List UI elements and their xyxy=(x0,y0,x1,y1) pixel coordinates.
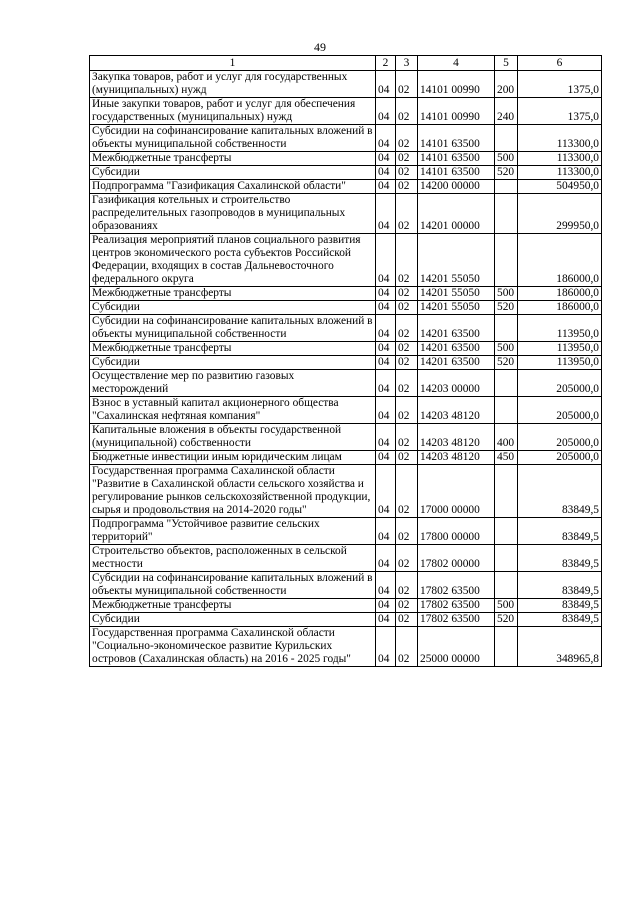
row-name: Бюджетные инвестиции иным юридическим лицам xyxy=(90,451,376,465)
row-name: Межбюджетные трансферты xyxy=(90,599,376,613)
row-name: Субсидии xyxy=(90,301,376,315)
table-row xyxy=(90,180,602,194)
target-article-code: 14200 00000 xyxy=(418,180,495,194)
table-row xyxy=(90,627,602,667)
section-code: 04 xyxy=(376,397,396,424)
expense-type-code xyxy=(495,518,518,545)
target-article-code: 14203 48120 xyxy=(418,451,495,465)
table-row xyxy=(90,613,602,627)
section-code: 04 xyxy=(376,572,396,599)
subsection-code: 02 xyxy=(396,125,418,152)
row-name: Капитальные вложения в объекты государственной (муниципальной) собственности xyxy=(90,424,376,451)
section-code: 04 xyxy=(376,613,396,627)
subsection-code: 02 xyxy=(396,234,418,287)
subsection-code: 02 xyxy=(396,152,418,166)
target-article-code: 14101 63500 xyxy=(418,152,495,166)
expense-type-code: 200 xyxy=(495,71,518,98)
row-name: Межбюджетные трансферты xyxy=(90,342,376,356)
subsection-code: 02 xyxy=(396,166,418,180)
section-code: 04 xyxy=(376,98,396,125)
expense-type-code xyxy=(495,397,518,424)
row-name: Субсидии на софинансирование капитальных вложений в объекты муниципальной собственности xyxy=(90,315,376,342)
section-code: 04 xyxy=(376,545,396,572)
table-row xyxy=(90,301,602,315)
target-article-code: 14201 00000 xyxy=(418,194,495,234)
section-code: 04 xyxy=(376,301,396,315)
amount: 113300,0 xyxy=(518,125,602,152)
column-header-3: 3 xyxy=(396,56,418,71)
table-row xyxy=(90,71,602,98)
column-header-1: 1 xyxy=(90,56,376,71)
table-row xyxy=(90,545,602,572)
expense-type-code xyxy=(495,125,518,152)
table-row xyxy=(90,342,602,356)
row-name: Субсидии на софинансирование капитальных вложений в объекты муниципальной собственности xyxy=(90,572,376,599)
target-article-code: 14201 55050 xyxy=(418,301,495,315)
table-row xyxy=(90,424,602,451)
amount: 83849,5 xyxy=(518,572,602,599)
subsection-code: 02 xyxy=(396,315,418,342)
row-name: Субсидии xyxy=(90,166,376,180)
table-row xyxy=(90,518,602,545)
subsection-code: 02 xyxy=(396,370,418,397)
subsection-code: 02 xyxy=(396,180,418,194)
table-row xyxy=(90,287,602,301)
section-code: 04 xyxy=(376,180,396,194)
row-name: Межбюджетные трансферты xyxy=(90,287,376,301)
target-article-code: 14101 63500 xyxy=(418,166,495,180)
section-code: 04 xyxy=(376,342,396,356)
column-header-4: 4 xyxy=(418,56,495,71)
row-name: Субсидии на софинансирование капитальных вложений в объекты муниципальной собственности xyxy=(90,125,376,152)
target-article-code: 17802 63500 xyxy=(418,572,495,599)
expense-type-code: 240 xyxy=(495,98,518,125)
budget-table xyxy=(89,55,602,667)
target-article-code: 14201 63500 xyxy=(418,342,495,356)
target-article-code: 17800 00000 xyxy=(418,518,495,545)
expense-type-code: 400 xyxy=(495,424,518,451)
expense-type-code: 500 xyxy=(495,599,518,613)
expense-type-code xyxy=(495,315,518,342)
amount: 1375,0 xyxy=(518,98,602,125)
subsection-code: 02 xyxy=(396,71,418,98)
target-article-code: 17802 63500 xyxy=(418,599,495,613)
expense-type-code xyxy=(495,545,518,572)
amount: 113950,0 xyxy=(518,356,602,370)
target-article-code: 14201 55050 xyxy=(418,234,495,287)
subsection-code: 02 xyxy=(396,301,418,315)
target-article-code: 14101 00990 xyxy=(418,71,495,98)
subsection-code: 02 xyxy=(396,451,418,465)
row-name: Взнос в уставный капитал акционерного общества "Сахалинская нефтяная компания" xyxy=(90,397,376,424)
subsection-code: 02 xyxy=(396,613,418,627)
table-row xyxy=(90,152,602,166)
table-row xyxy=(90,599,602,613)
section-code: 04 xyxy=(376,125,396,152)
target-article-code: 17802 63500 xyxy=(418,613,495,627)
target-article-code: 17802 00000 xyxy=(418,545,495,572)
section-code: 04 xyxy=(376,451,396,465)
target-article-code: 14101 00990 xyxy=(418,98,495,125)
section-code: 04 xyxy=(376,424,396,451)
expense-type-code: 520 xyxy=(495,166,518,180)
section-code: 04 xyxy=(376,234,396,287)
amount: 83849,5 xyxy=(518,599,602,613)
amount: 113950,0 xyxy=(518,342,602,356)
amount: 205000,0 xyxy=(518,370,602,397)
target-article-code: 14203 48120 xyxy=(418,424,495,451)
section-code: 04 xyxy=(376,315,396,342)
expense-type-code xyxy=(495,370,518,397)
table-row xyxy=(90,125,602,152)
subsection-code: 02 xyxy=(396,194,418,234)
amount: 205000,0 xyxy=(518,424,602,451)
section-code: 04 xyxy=(376,71,396,98)
amount: 113950,0 xyxy=(518,315,602,342)
section-code: 04 xyxy=(376,465,396,518)
amount: 299950,0 xyxy=(518,194,602,234)
amount: 83849,5 xyxy=(518,545,602,572)
table-row xyxy=(90,234,602,287)
row-name: Осуществление мер по развитию газовых месторождений xyxy=(90,370,376,397)
expense-type-code xyxy=(495,180,518,194)
table-row xyxy=(90,166,602,180)
section-code: 04 xyxy=(376,166,396,180)
amount: 113300,0 xyxy=(518,166,602,180)
expense-type-code xyxy=(495,234,518,287)
target-article-code: 14201 63500 xyxy=(418,356,495,370)
column-header-6: 6 xyxy=(518,56,602,71)
subsection-code: 02 xyxy=(396,424,418,451)
subsection-code: 02 xyxy=(396,545,418,572)
table-row xyxy=(90,315,602,342)
expense-type-code: 520 xyxy=(495,613,518,627)
amount: 348965,8 xyxy=(518,627,602,667)
row-name: Строительство объектов, расположенных в сельской местности xyxy=(90,545,376,572)
subsection-code: 02 xyxy=(396,599,418,613)
amount: 205000,0 xyxy=(518,397,602,424)
target-article-code: 14201 55050 xyxy=(418,287,495,301)
section-code: 04 xyxy=(376,194,396,234)
subsection-code: 02 xyxy=(396,342,418,356)
column-header-5: 5 xyxy=(495,56,518,71)
amount: 1375,0 xyxy=(518,71,602,98)
row-name: Подпрограмма "Устойчивое развитие сельских территорий" xyxy=(90,518,376,545)
table-row xyxy=(90,465,602,518)
target-article-code: 14101 63500 xyxy=(418,125,495,152)
target-article-code: 14203 48120 xyxy=(418,397,495,424)
page-number: 49 xyxy=(314,40,326,54)
target-article-code: 14203 00000 xyxy=(418,370,495,397)
row-name: Подпрограмма "Газификация Сахалинской области" xyxy=(90,180,376,194)
subsection-code: 02 xyxy=(396,465,418,518)
table-row xyxy=(90,98,602,125)
amount: 83849,5 xyxy=(518,465,602,518)
row-name: Субсидии xyxy=(90,613,376,627)
table-row xyxy=(90,397,602,424)
expense-type-code: 520 xyxy=(495,356,518,370)
expense-type-code: 500 xyxy=(495,287,518,301)
target-article-code: 17000 00000 xyxy=(418,465,495,518)
amount: 186000,0 xyxy=(518,287,602,301)
subsection-code: 02 xyxy=(396,518,418,545)
table-row xyxy=(90,194,602,234)
expense-type-code: 500 xyxy=(495,152,518,166)
table-row xyxy=(90,370,602,397)
subsection-code: 02 xyxy=(396,627,418,667)
amount: 83849,5 xyxy=(518,518,602,545)
column-header-2: 2 xyxy=(376,56,396,71)
section-code: 04 xyxy=(376,627,396,667)
expense-type-code: 520 xyxy=(495,301,518,315)
section-code: 04 xyxy=(376,370,396,397)
amount: 113300,0 xyxy=(518,152,602,166)
row-name: Закупка товаров, работ и услуг для государственных (муниципальных) нужд xyxy=(90,71,376,98)
amount: 186000,0 xyxy=(518,301,602,315)
expense-type-code xyxy=(495,627,518,667)
section-code: 04 xyxy=(376,287,396,301)
row-name: Государственная программа Сахалинской области "Развитие в Сахалинской области сельского хозяйства и регулирование рынков сельскохозяйственной продукции, сырья и продовольствия на 2014-2020 годы" xyxy=(90,465,376,518)
amount: 83849,5 xyxy=(518,613,602,627)
amount: 205000,0 xyxy=(518,451,602,465)
expense-type-code: 500 xyxy=(495,342,518,356)
row-name: Межбюджетные трансферты xyxy=(90,152,376,166)
section-code: 04 xyxy=(376,152,396,166)
target-article-code: 14201 63500 xyxy=(418,315,495,342)
subsection-code: 02 xyxy=(396,287,418,301)
expense-type-code xyxy=(495,572,518,599)
target-article-code: 25000 00000 xyxy=(418,627,495,667)
section-code: 04 xyxy=(376,599,396,613)
row-name: Субсидии xyxy=(90,356,376,370)
amount: 186000,0 xyxy=(518,234,602,287)
amount: 504950,0 xyxy=(518,180,602,194)
table-row xyxy=(90,451,602,465)
subsection-code: 02 xyxy=(396,356,418,370)
row-name: Газификация котельных и строительство распределительных газопроводов в муниципальных образованиях xyxy=(90,194,376,234)
row-name: Иные закупки товаров, работ и услуг для обеспечения государственных (муниципальных) нужд xyxy=(90,98,376,125)
expense-type-code: 450 xyxy=(495,451,518,465)
expense-type-code xyxy=(495,465,518,518)
expense-type-code xyxy=(495,194,518,234)
section-code: 04 xyxy=(376,518,396,545)
subsection-code: 02 xyxy=(396,397,418,424)
subsection-code: 02 xyxy=(396,572,418,599)
column-number-row xyxy=(90,56,602,71)
row-name: Государственная программа Сахалинской области "Социально-экономическое развитие Курильских островов (Сахалинская область) на 2016 - 2025 годы" xyxy=(90,627,376,667)
row-name: Реализация мероприятий планов социального развития центров экономического роста субъектов Российской Федерации, входящих в состав Дальневосточного федерального округа xyxy=(90,234,376,287)
subsection-code: 02 xyxy=(396,98,418,125)
section-code: 04 xyxy=(376,356,396,370)
table-row xyxy=(90,572,602,599)
table-row xyxy=(90,356,602,370)
